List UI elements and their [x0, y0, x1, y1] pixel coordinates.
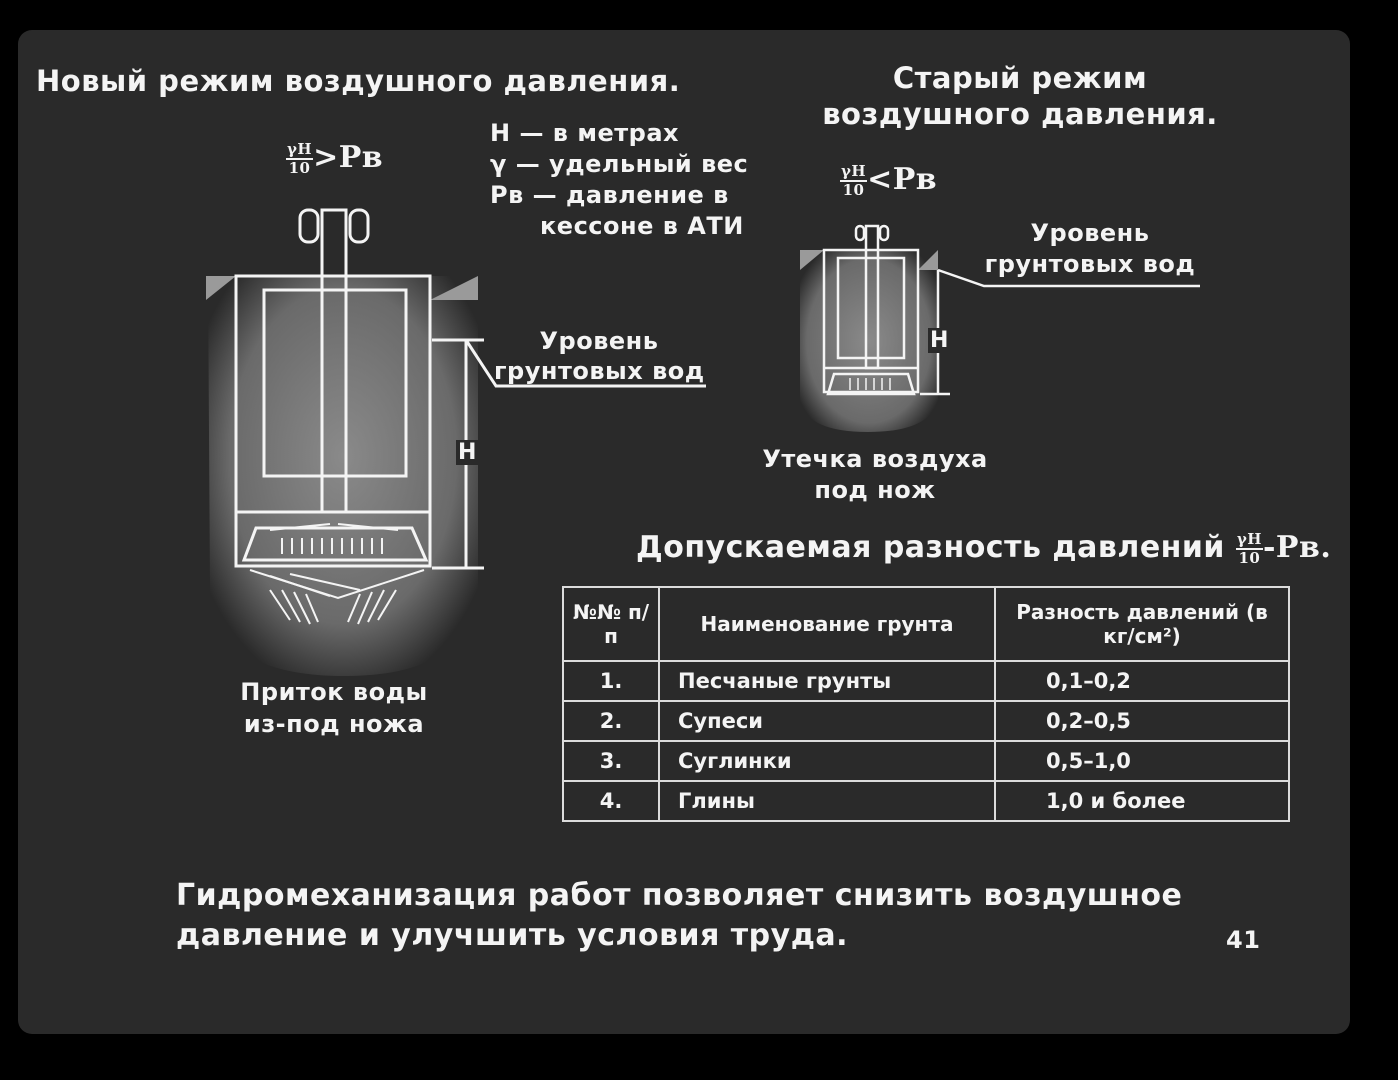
old-h-label: H — [930, 328, 949, 353]
new-regime-title: Новый режим воздушного давления. — [36, 64, 681, 98]
legend-pv: Pв — давление в — [490, 181, 729, 209]
row-diff: 0,1–0,2 — [995, 661, 1289, 701]
legend-h: H — в метрах — [490, 119, 679, 147]
table-row — [563, 741, 1289, 781]
row-diff: 0,5–1,0 — [995, 741, 1289, 781]
formula-denominator: 10 — [1238, 549, 1261, 567]
new-regime-caption: Приток воды из-под ножа — [240, 678, 428, 738]
soil-pressure-table — [562, 586, 1290, 822]
footer-text: Гидромеханизация работ позволяет снизить воздушное давление и улучшить условия труда. — [176, 878, 1183, 953]
row-number: 2. — [563, 701, 659, 741]
table-header-row — [563, 587, 1289, 661]
legend-pv-cont: кессоне в АТИ — [540, 212, 744, 240]
formula-denominator: 10 — [288, 159, 311, 177]
new-groundwater-label: Уровень грунтовых вод — [494, 327, 705, 385]
formula-relation: > — [313, 140, 339, 175]
header-number: №№ п/п — [563, 587, 659, 661]
formula-numerator: γH — [841, 162, 867, 180]
row-soil: Супеси — [659, 701, 995, 741]
row-diff: 0,2–0,5 — [995, 701, 1289, 741]
formula-rhs: Pв — [892, 162, 938, 197]
airlock-left — [300, 210, 318, 242]
formula-relation: < — [867, 162, 893, 197]
old-regime-formula — [840, 162, 937, 198]
legend — [490, 118, 748, 242]
new-regime-formula — [286, 140, 383, 176]
table-row — [563, 661, 1289, 701]
old-groundwater-label: Уровень грунтовых вод — [984, 219, 1196, 278]
formula-rhs: Pв — [338, 140, 384, 175]
row-number: 3. — [563, 741, 659, 781]
row-number: 4. — [563, 781, 659, 821]
row-soil: Суглинки — [659, 741, 995, 781]
row-diff: 1,0 и более — [995, 781, 1289, 821]
new-h-label: H — [458, 440, 477, 465]
formula-denominator: 10 — [842, 181, 865, 199]
page-number: 41 — [1226, 926, 1261, 954]
old-regime-title: Старый режим воздушного давления. — [822, 61, 1218, 131]
header-soil: Наименование грунта — [659, 587, 995, 661]
table-title: Допускаемая разность давлений $\frac{\gamma H}{10}$ -Pв. — [636, 530, 1332, 567]
formula-numerator: γH — [1236, 530, 1262, 548]
formula-rhs: -Pв. — [1262, 530, 1332, 565]
row-number: 1. — [563, 661, 659, 701]
table-row — [563, 701, 1289, 741]
old-regime-caption: Утечка воздуха под нож — [762, 445, 988, 504]
airlock-right — [350, 210, 368, 242]
formula-numerator: γH — [287, 140, 313, 158]
legend-gamma: γ — удельный вес — [490, 150, 749, 178]
header-pressure-diff: Разность давлений (в кг/см²) — [995, 587, 1289, 661]
row-soil: Песчаные грунты — [659, 661, 995, 701]
table-row — [563, 781, 1289, 821]
row-soil: Глины — [659, 781, 995, 821]
